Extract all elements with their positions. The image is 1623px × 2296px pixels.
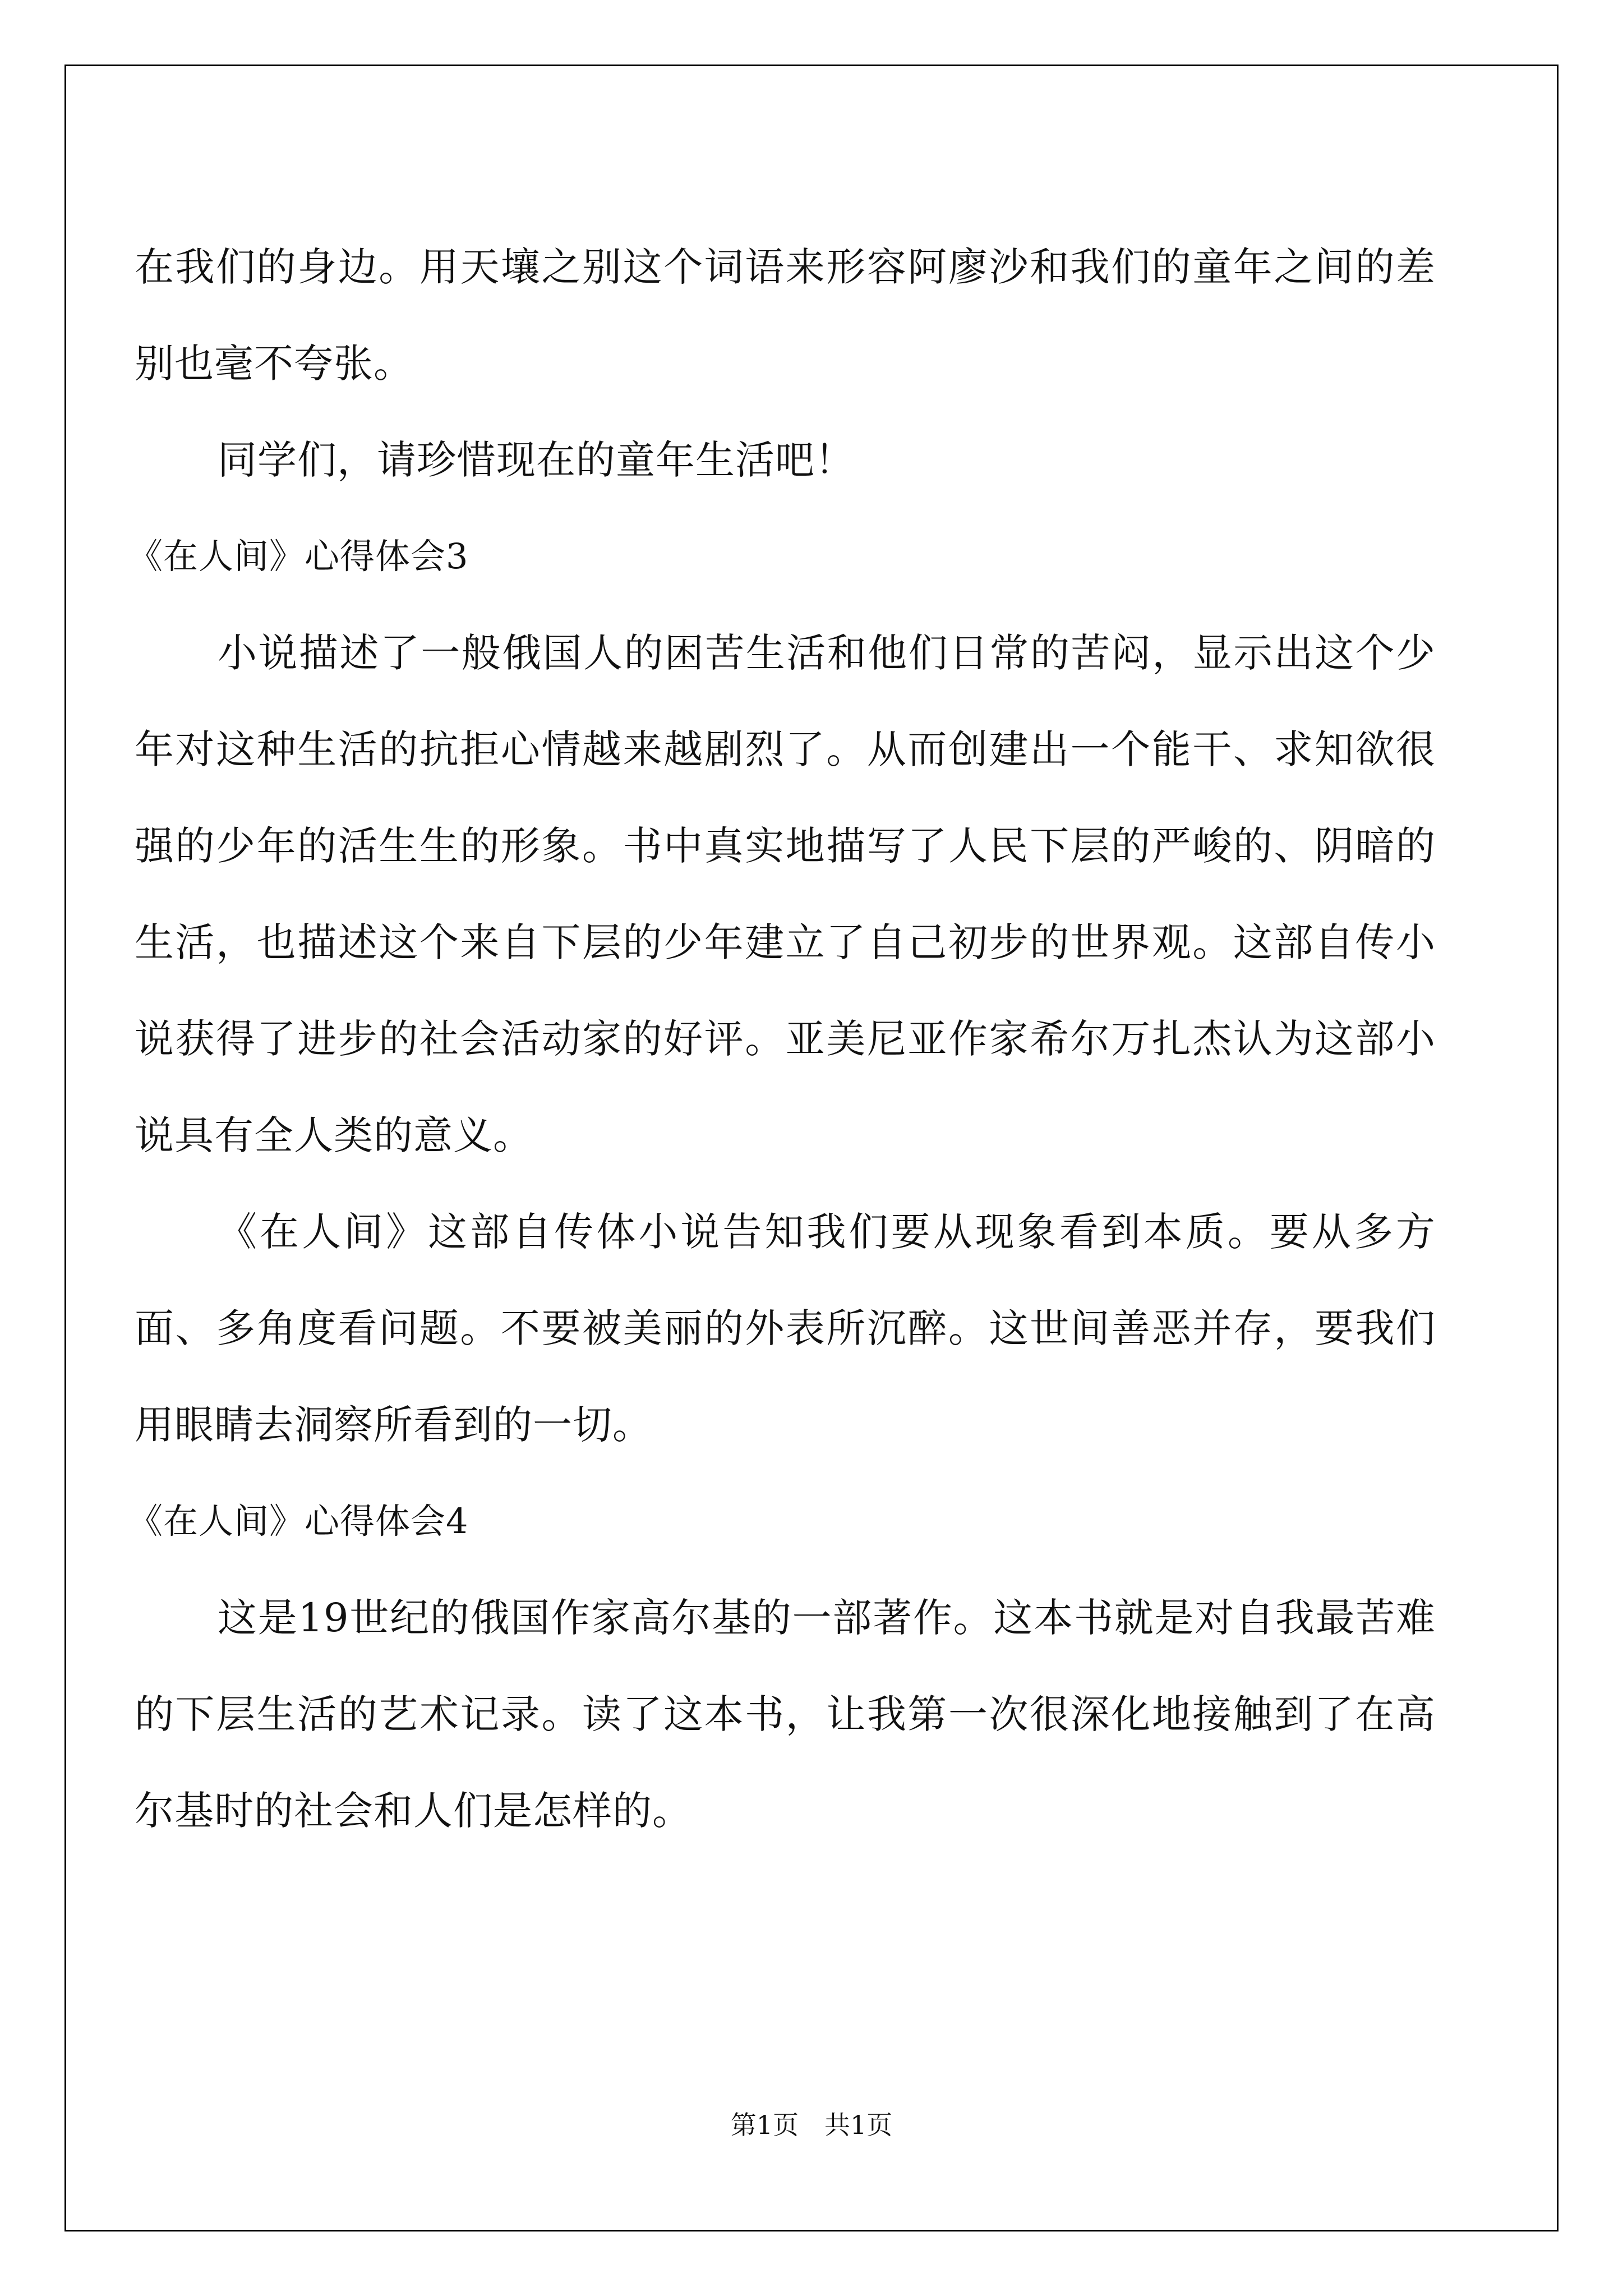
section-heading: 《在人间》心得体会3 xyxy=(128,536,469,577)
page-number-footer: 第1页 共1页 xyxy=(730,2110,893,2140)
section-heading: 《在人间》心得体会4 xyxy=(128,1501,469,1542)
paragraph: 《在人间》这部自传体小说告知我们要从现象看到本质。要从多方面、多角度看问题。不要被美丽的外表所沉醉。这世间善恶并存，要我们用眼睛去洞察所看到的一切。 xyxy=(135,1209,1436,1448)
paragraph: 在我们的身边。用天壤之别这个词语来形容阿廖沙和我们的童年之间的差别也毫不夸张。 xyxy=(135,244,1436,386)
document-body xyxy=(128,219,1436,1859)
paragraph: 同学们，请珍惜现在的童年生活吧！ xyxy=(218,437,855,483)
paragraph: 小说描述了一般俄国人的困苦生活和他们日常的苦闷，显示出这个少年对这种生活的抗拒心情越来越剧烈了。从而创建出一个能干、求知欲很强的少年的活生生的形象。书中真实地描写了人民下层的严峻的、阴暗的生活，也描述这个来自下层的少年建立了自己初步的世界观。这部自传小说获得了进步的社会活动家的好评。亚美尼亚作家希尔万扎杰认为这部小说具有全人类的意义。 xyxy=(135,630,1436,1158)
paragraph: 这是19世纪的俄国作家高尔基的一部著作。这本书就是对自我最苦难的下层生活的艺术记录。读了这本书，让我第一次很深化地接触到了在高尔基时的社会和人们是怎样的。 xyxy=(135,1595,1436,1834)
